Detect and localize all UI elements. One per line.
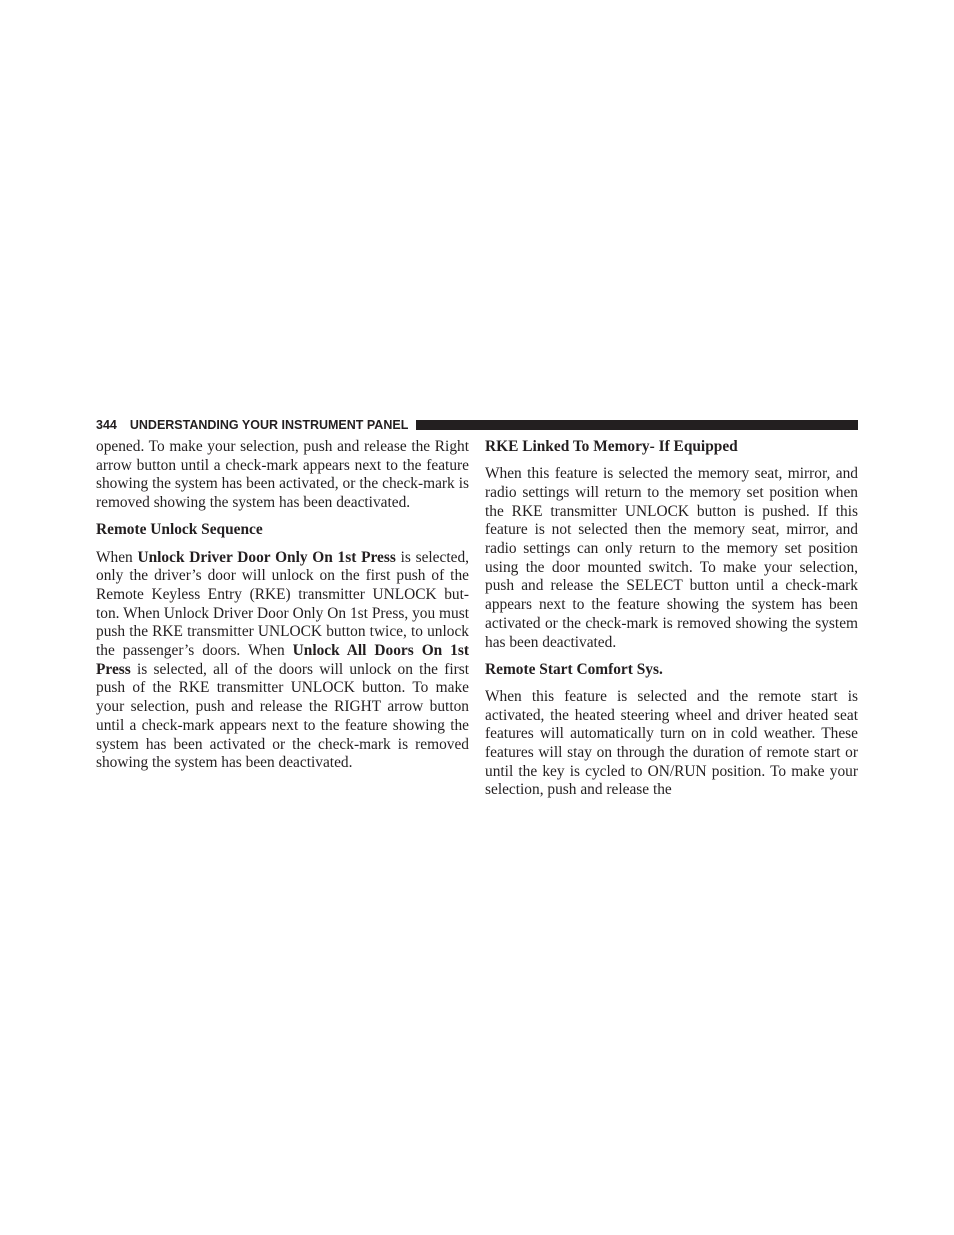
remote-unlock-option-2: Unlock All Doors On 1st Press [96, 642, 469, 678]
remote-unlock-heading: Remote Unlock Sequence [96, 521, 263, 539]
right-column [485, 438, 858, 809]
remote-start-comfort-paragraph: When this feature is selected and the remote start is activated, the heated steering wheel and driver heated seat features will automatically turn on in cold weather. These features will stay on through the duration of remote start or until the key is cycled to ON/RUN position. To make your selection, push and release the [485, 687, 858, 799]
intro-paragraph: opened. To make your selection, push and release the Right arrow button until a check-mark appears next to the feature showing the system has been activated, or the check-mark is removed showing the system has been deactivated. [96, 438, 469, 512]
header-rule-bar [416, 420, 858, 430]
rke-memory-heading: RKE Linked To Memory- If Equipped [485, 438, 738, 455]
page-header [96, 417, 858, 433]
remote-unlock-text-2: is selected, only the driver’s door will unlock on the first push of the Remote Keyless Entry (RKE) transmitter UNLOCK but-ton. When Unlock Driver Door Only On 1st Press, you must push the RKE transmitter UNLOCK button twice, to unlock the passenger’s doors. When [96, 548, 469, 660]
remote-unlock-option-1: Unlock Driver Door Only On 1st Press [137, 548, 396, 566]
remote-unlock-text-3: is selected, all of the doors will unlock on the first push of the RKE transmitter UNLOCK button. To make your selection, push and release the RIGHT arrow button until a check-mark appears next to the feature showing the system has been activated or the check-mark is removed showing the system has been deactivated. [96, 660, 469, 772]
remote-unlock-paragraph [96, 549, 469, 773]
remote-start-comfort-heading: Remote Start Comfort Sys. [485, 660, 663, 678]
rke-memory-paragraph: When this feature is selected the memory seat, mirror, and radio settings will return to the memory set position when the RKE transmitter UNLOCK button is pushed. If this feature is not selected then the memory seat, mirror, and radio settings can only return to the memory set position using the door mounted switch. To make your selection, push and release the SELECT button until a check-mark appears next to the feature showing the system has been activated or the check-mark is removed showing the system has been deactivated. [485, 465, 858, 651]
left-column [96, 438, 469, 781]
section-title: UNDERSTANDING YOUR INSTRUMENT PANEL [129, 418, 409, 432]
page-number: 344 [96, 418, 117, 432]
remote-unlock-text-1: When [96, 548, 138, 566]
